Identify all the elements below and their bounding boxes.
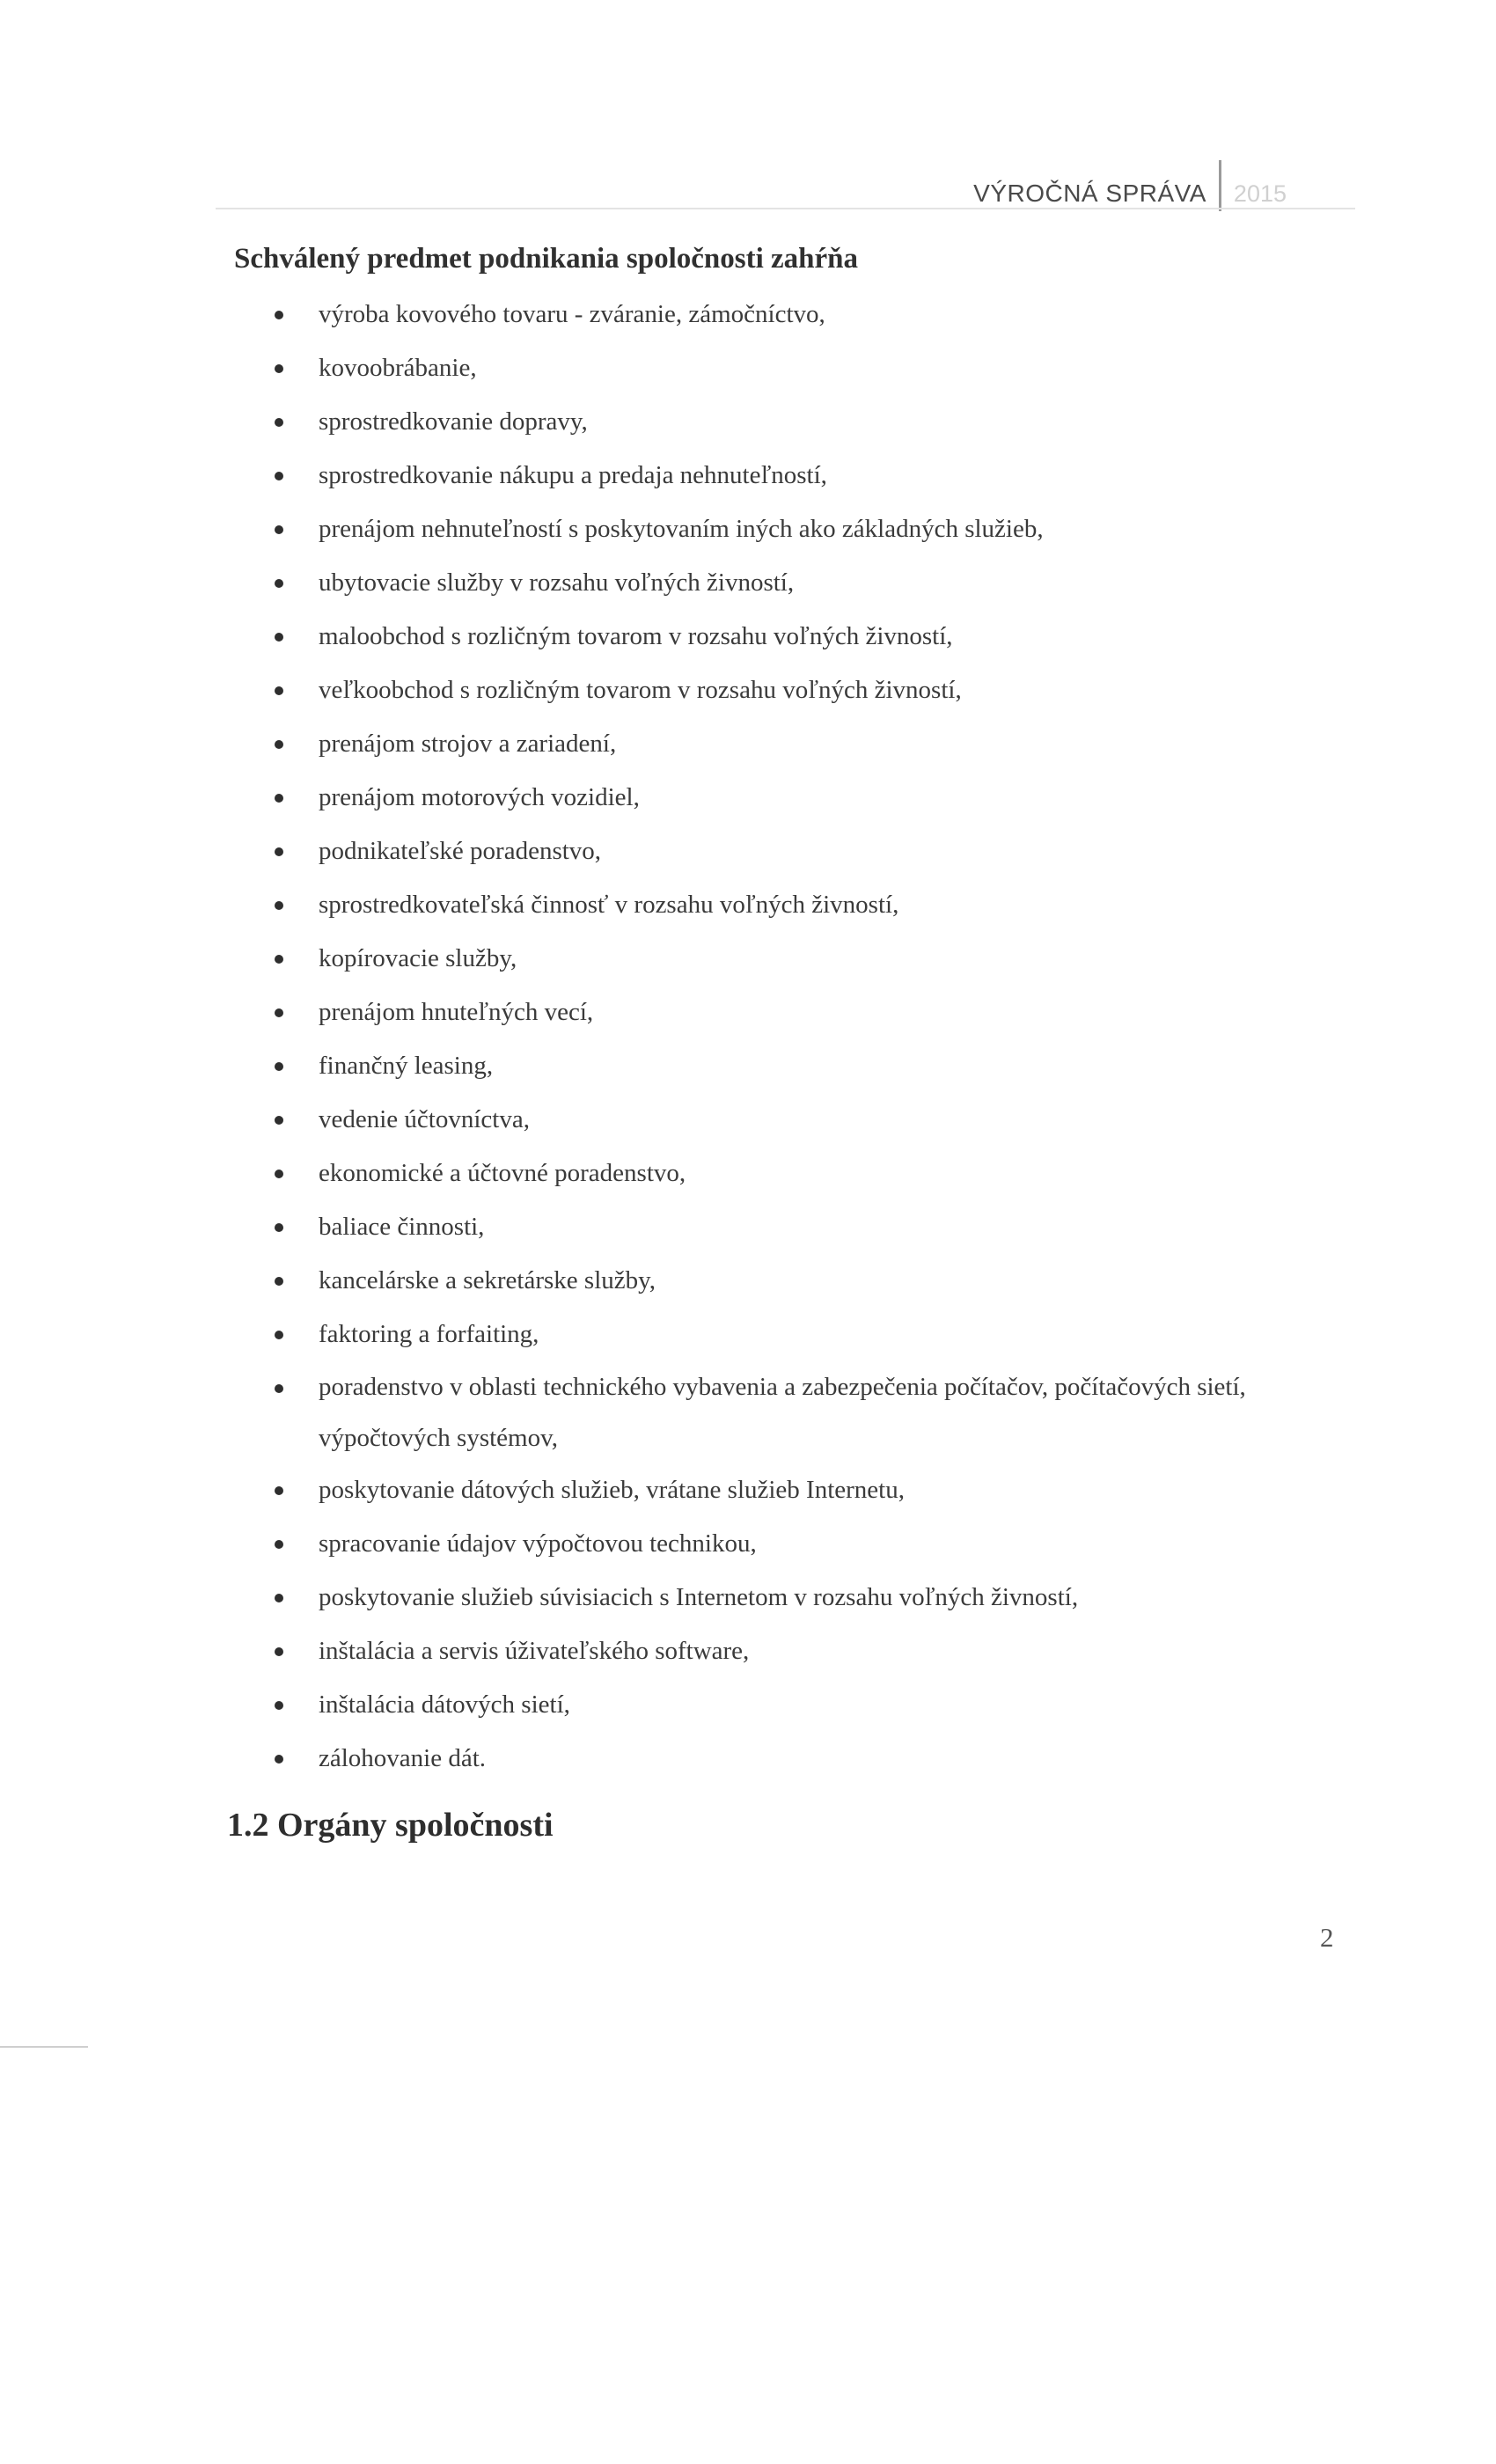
bullet-icon [275, 1594, 283, 1602]
bullet-icon [275, 579, 283, 588]
bullet-icon [275, 1008, 283, 1017]
subsection-heading: 1.2 Orgány spoločnosti [227, 1807, 554, 1844]
report-title: VÝROČNÁ SPRÁVA [973, 180, 1206, 207]
list-item-text: baliace činnosti, [319, 1213, 485, 1241]
list-item-text: kovoobrábanie, [319, 354, 477, 382]
list-item [275, 1624, 1357, 1678]
bullet-icon [275, 794, 283, 803]
bullet-icon [275, 311, 283, 319]
list-item-text: sprostredkovanie dopravy, [319, 407, 588, 436]
bullet-icon [275, 1223, 283, 1232]
list-item-text: kancelárske a sekretárske služby, [319, 1266, 656, 1294]
scan-edge-mark [0, 2046, 88, 2048]
bullet-icon [275, 1331, 283, 1339]
list-item-text: prenájom nehnuteľností s poskytovaním iných ako základných služieb, [319, 515, 1044, 543]
list-item-text: poskytovanie dátových služieb, vrátane služieb Internetu, [319, 1476, 905, 1504]
section-heading: Schválený predmet podnikania spoločnosti zahŕňa [234, 243, 859, 275]
list-item [275, 825, 1357, 878]
header-rule [216, 208, 1355, 209]
bullet-icon [275, 418, 283, 427]
bullet-icon [275, 1701, 283, 1710]
list-item [275, 717, 1357, 771]
list-item [275, 1039, 1357, 1093]
list-item [275, 664, 1357, 717]
list-item-text: sprostredkovanie nákupu a predaja nehnuteľností, [319, 461, 827, 489]
list-item [275, 1147, 1357, 1200]
list-item [275, 1254, 1357, 1308]
page-number: 2 [1320, 1922, 1334, 1953]
list-item-text: maloobchod s rozličným tovarom v rozsahu voľných živností, [319, 622, 953, 650]
list-item [275, 1571, 1357, 1624]
list-item-text: kopírovacie služby, [319, 944, 517, 972]
bullet-icon [275, 364, 283, 373]
list-item-text: finančný leasing, [319, 1052, 494, 1080]
list-item [275, 341, 1357, 395]
list-item-text: ubytovacie služby v rozsahu voľných živností, [319, 568, 795, 597]
list-item [275, 771, 1357, 825]
list-item-text: prenájom hnuteľných vecí, [319, 998, 594, 1026]
list-item-text: vedenie účtovníctva, [319, 1105, 530, 1133]
bullet-icon [275, 1116, 283, 1125]
list-item [275, 610, 1357, 664]
list-item [275, 878, 1357, 932]
bullet-icon [275, 1647, 283, 1656]
list-item-text: spracovanie údajov výpočtovou technikou, [319, 1529, 757, 1558]
business-activities-list [275, 288, 1357, 1786]
bullet-icon [275, 633, 283, 642]
bullet-icon [275, 1170, 283, 1178]
list-item [275, 1200, 1357, 1254]
bullet-icon [275, 1540, 283, 1549]
bullet-icon [275, 955, 283, 964]
list-item-text: prenájom strojov a zariadení, [319, 730, 617, 758]
bullet-icon [275, 1277, 283, 1286]
list-item [275, 395, 1357, 449]
list-item-text: výroba kovového tovaru - zváranie, zámočníctvo, [319, 300, 825, 328]
list-item [275, 556, 1357, 610]
bullet-icon [275, 1384, 283, 1393]
report-year: 2015 [1233, 180, 1287, 207]
list-item [275, 1093, 1357, 1147]
bullet-icon [275, 847, 283, 856]
bullet-icon [275, 686, 283, 695]
list-item [275, 1732, 1357, 1786]
list-item [275, 986, 1357, 1039]
list-item [275, 932, 1357, 986]
list-item [275, 449, 1357, 502]
list-item [275, 1361, 1357, 1463]
list-item [275, 1517, 1357, 1571]
list-item [275, 502, 1357, 556]
list-item-text: inštalácia a servis úživateľského software, [319, 1637, 750, 1665]
list-item [275, 1678, 1357, 1732]
list-item-text: prenájom motorových vozidiel, [319, 783, 640, 811]
list-item-text: sprostredkovateľská činnosť v rozsahu voľných živností, [319, 891, 899, 919]
bullet-icon [275, 740, 283, 749]
bullet-icon [275, 525, 283, 534]
list-item [275, 1463, 1357, 1517]
list-item-text: faktoring a forfaiting, [319, 1320, 539, 1348]
list-item-text: zálohovanie dát. [319, 1744, 487, 1772]
list-item-text: veľkoobchod s rozličným tovarom v rozsahu voľných živností, [319, 676, 962, 704]
list-item-text: poskytovanie služieb súvisiacich s Internetom v rozsahu voľných živností, [319, 1583, 1079, 1611]
bullet-icon [275, 1486, 283, 1495]
list-item-text: inštalácia dátových sietí, [319, 1690, 570, 1719]
list-item-text: podnikateľské poradenstvo, [319, 837, 602, 865]
list-item-text: poradenstvo v oblasti technického vybavenia a zabezpečenia počítačov, počítačových sietí, výpočtových systémov, [319, 1373, 1246, 1452]
bullet-icon [275, 1755, 283, 1764]
list-item [275, 1308, 1357, 1361]
bullet-icon [275, 901, 283, 910]
bullet-icon [275, 1062, 283, 1071]
running-header [973, 160, 1287, 211]
list-item-text: ekonomické a účtovné poradenstvo, [319, 1159, 686, 1187]
list-item [275, 288, 1357, 341]
bullet-icon [275, 472, 283, 480]
